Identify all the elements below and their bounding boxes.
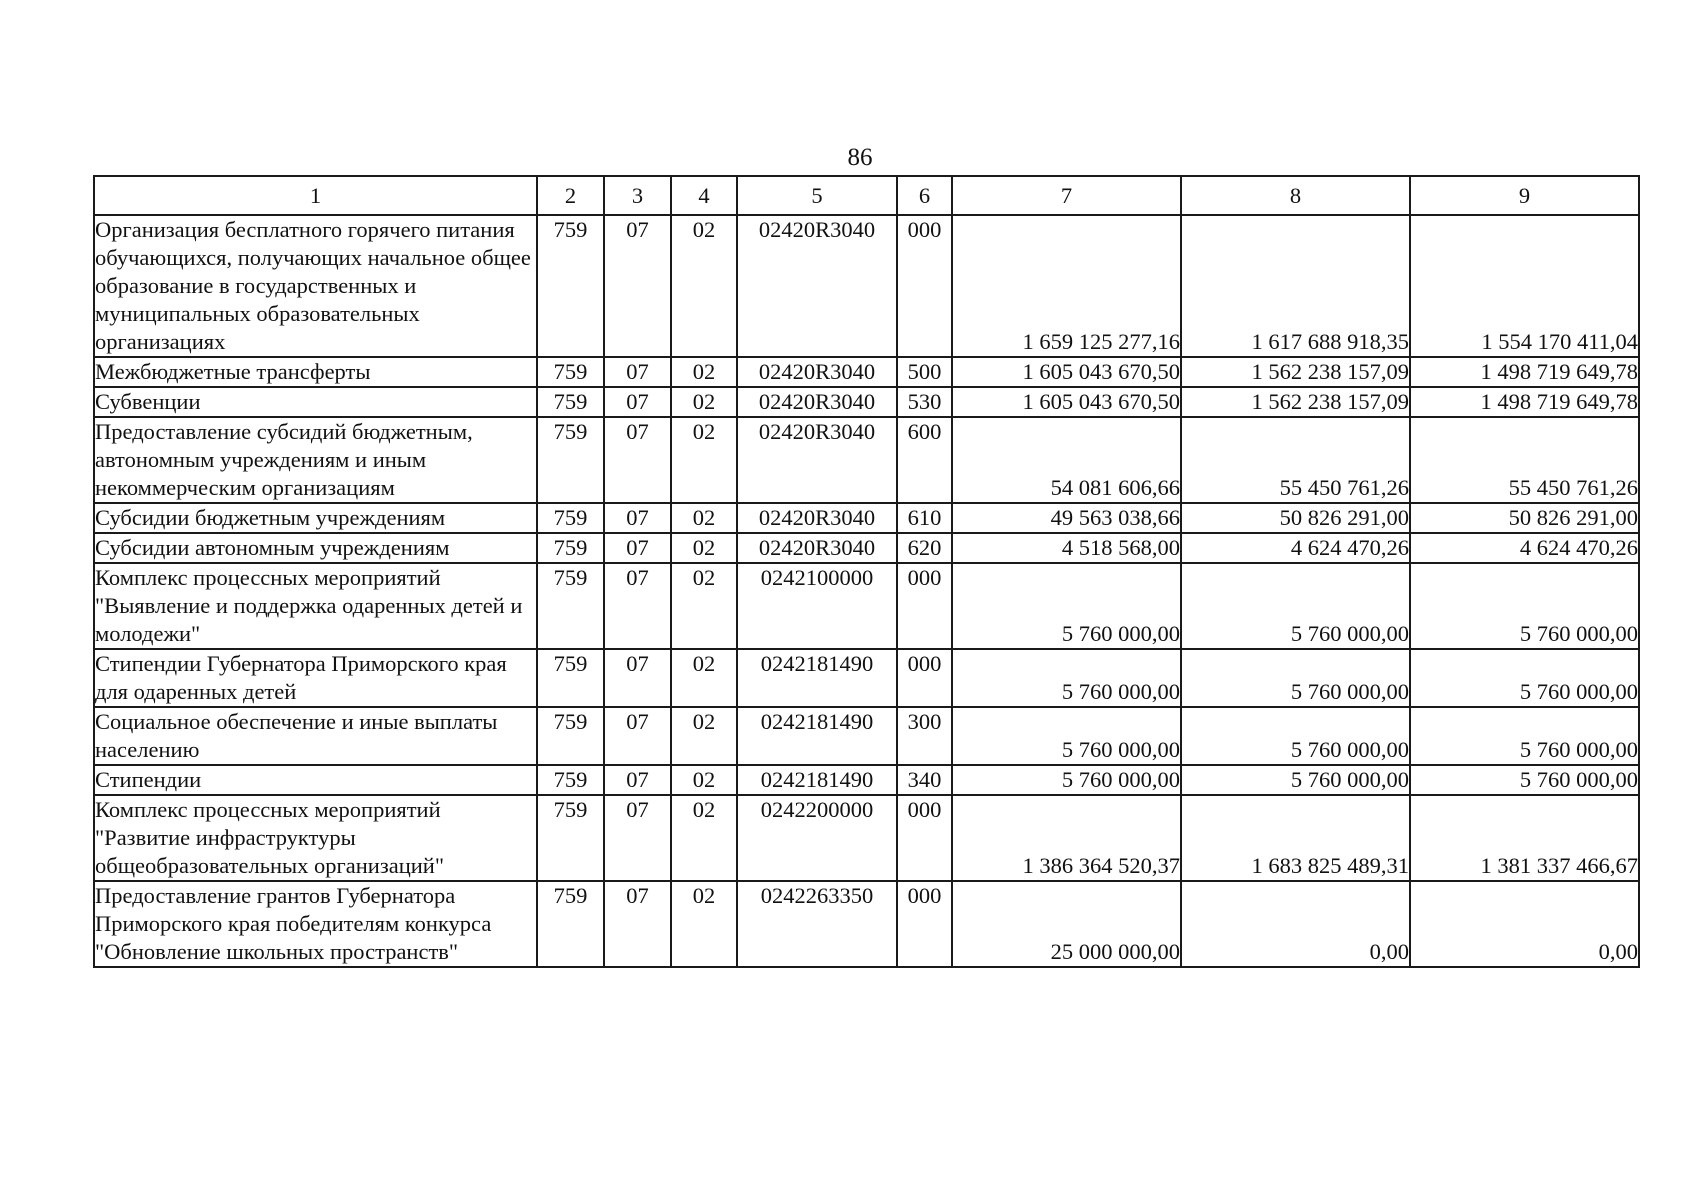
target-article-code: 02420R3040 [737, 417, 897, 503]
item-name: Межбюджетные трансферты [94, 357, 537, 387]
column-header: 8 [1181, 176, 1410, 215]
subsection-code: 02 [671, 357, 737, 387]
expense-type-code: 000 [897, 649, 952, 707]
table-row [94, 765, 1639, 795]
target-article-code: 0242181490 [737, 649, 897, 707]
table-body [94, 215, 1639, 967]
section-code: 07 [604, 649, 671, 707]
section-code: 07 [604, 387, 671, 417]
amount-col-8: 1 562 238 157,09 [1181, 357, 1410, 387]
target-article-code: 0242200000 [737, 795, 897, 881]
target-article-code: 02420R3040 [737, 387, 897, 417]
amount-col-8: 1 617 688 918,35 [1181, 215, 1410, 357]
table-row [94, 795, 1639, 881]
expense-type-code: 530 [897, 387, 952, 417]
header-row [94, 176, 1639, 215]
item-name: Стипендии [94, 765, 537, 795]
amount-col-7: 5 760 000,00 [952, 563, 1181, 649]
admin-code: 759 [537, 357, 604, 387]
target-article-code: 02420R3040 [737, 503, 897, 533]
amount-col-8: 0,00 [1181, 881, 1410, 967]
item-name: Комплекс процессных мероприятий "Выявление и поддержка одаренных детей и молодежи" [94, 563, 537, 649]
table-row [94, 503, 1639, 533]
amount-col-7: 5 760 000,00 [952, 707, 1181, 765]
subsection-code: 02 [671, 765, 737, 795]
amount-col-7: 25 000 000,00 [952, 881, 1181, 967]
subsection-code: 02 [671, 563, 737, 649]
subsection-code: 02 [671, 503, 737, 533]
amount-col-9: 5 760 000,00 [1410, 649, 1639, 707]
target-article-code: 0242263350 [737, 881, 897, 967]
target-article-code: 02420R3040 [737, 215, 897, 357]
column-header: 7 [952, 176, 1181, 215]
amount-col-9: 5 760 000,00 [1410, 563, 1639, 649]
column-header: 6 [897, 176, 952, 215]
admin-code: 759 [537, 707, 604, 765]
admin-code: 759 [537, 795, 604, 881]
amount-col-8: 5 760 000,00 [1181, 765, 1410, 795]
amount-col-9: 1 381 337 466,67 [1410, 795, 1639, 881]
subsection-code: 02 [671, 533, 737, 563]
section-code: 07 [604, 563, 671, 649]
column-header: 2 [537, 176, 604, 215]
target-article-code: 0242181490 [737, 765, 897, 795]
column-header: 4 [671, 176, 737, 215]
admin-code: 759 [537, 765, 604, 795]
amount-col-7: 1 605 043 670,50 [952, 387, 1181, 417]
table-row [94, 387, 1639, 417]
expense-type-code: 340 [897, 765, 952, 795]
section-code: 07 [604, 795, 671, 881]
amount-col-7: 49 563 038,66 [952, 503, 1181, 533]
target-article-code: 0242100000 [737, 563, 897, 649]
item-name: Предоставление грантов Губернатора Приморского края победителям конкурса "Обновление школьных пространств" [94, 881, 537, 967]
amount-col-9: 50 826 291,00 [1410, 503, 1639, 533]
amount-col-7: 5 760 000,00 [952, 649, 1181, 707]
amount-col-9: 5 760 000,00 [1410, 765, 1639, 795]
amount-col-7: 54 081 606,66 [952, 417, 1181, 503]
amount-col-9: 4 624 470,26 [1410, 533, 1639, 563]
table-row [94, 707, 1639, 765]
amount-col-7: 1 386 364 520,37 [952, 795, 1181, 881]
amount-col-9: 5 760 000,00 [1410, 707, 1639, 765]
subsection-code: 02 [671, 417, 737, 503]
subsection-code: 02 [671, 795, 737, 881]
target-article-code: 0242181490 [737, 707, 897, 765]
table-row [94, 357, 1639, 387]
subsection-code: 02 [671, 649, 737, 707]
item-name: Предоставление субсидий бюджетным, автономным учреждениям и иным некоммерческим организациям [94, 417, 537, 503]
expense-type-code: 000 [897, 795, 952, 881]
amount-col-7: 5 760 000,00 [952, 765, 1181, 795]
section-code: 07 [604, 707, 671, 765]
column-header: 9 [1410, 176, 1639, 215]
amount-col-8: 4 624 470,26 [1181, 533, 1410, 563]
amount-col-7: 1 659 125 277,16 [952, 215, 1181, 357]
table-row [94, 215, 1639, 357]
target-article-code: 02420R3040 [737, 533, 897, 563]
table-row [94, 417, 1639, 503]
section-code: 07 [604, 881, 671, 967]
admin-code: 759 [537, 881, 604, 967]
column-header: 5 [737, 176, 897, 215]
amount-col-8: 50 826 291,00 [1181, 503, 1410, 533]
item-name: Организация бесплатного горячего питания обучающихся, получающих начальное общее образование в государственных и муниципальных образовательных организациях [94, 215, 537, 357]
section-code: 07 [604, 533, 671, 563]
table-row [94, 881, 1639, 967]
item-name: Субвенции [94, 387, 537, 417]
amount-col-8: 5 760 000,00 [1181, 563, 1410, 649]
item-name: Социальное обеспечение и иные выплаты населению [94, 707, 537, 765]
admin-code: 759 [537, 417, 604, 503]
amount-col-9: 0,00 [1410, 881, 1639, 967]
item-name: Комплекс процессных мероприятий "Развитие инфраструктуры общеобразовательных организаций" [94, 795, 537, 881]
subsection-code: 02 [671, 707, 737, 765]
section-code: 07 [604, 765, 671, 795]
expense-type-code: 610 [897, 503, 952, 533]
table-row [94, 649, 1639, 707]
budget-table [93, 175, 1640, 968]
section-code: 07 [604, 417, 671, 503]
expense-type-code: 500 [897, 357, 952, 387]
amount-col-8: 1 683 825 489,31 [1181, 795, 1410, 881]
expense-type-code: 600 [897, 417, 952, 503]
column-header: 1 [94, 176, 537, 215]
amount-col-9: 1 498 719 649,78 [1410, 387, 1639, 417]
expense-type-code: 000 [897, 563, 952, 649]
admin-code: 759 [537, 503, 604, 533]
table-header [94, 176, 1639, 215]
page-number: 86 [847, 144, 873, 171]
table-row [94, 563, 1639, 649]
expense-type-code: 300 [897, 707, 952, 765]
subsection-code: 02 [671, 387, 737, 417]
subsection-code: 02 [671, 215, 737, 357]
admin-code: 759 [537, 649, 604, 707]
amount-col-9: 1 498 719 649,78 [1410, 357, 1639, 387]
section-code: 07 [604, 357, 671, 387]
item-name: Субсидии бюджетным учреждениям [94, 503, 537, 533]
amount-col-9: 55 450 761,26 [1410, 417, 1639, 503]
expense-type-code: 620 [897, 533, 952, 563]
target-article-code: 02420R3040 [737, 357, 897, 387]
item-name: Субсидии автономным учреждениям [94, 533, 537, 563]
subsection-code: 02 [671, 881, 737, 967]
amount-col-9: 1 554 170 411,04 [1410, 215, 1639, 357]
amount-col-8: 5 760 000,00 [1181, 649, 1410, 707]
admin-code: 759 [537, 563, 604, 649]
admin-code: 759 [537, 387, 604, 417]
amount-col-7: 4 518 568,00 [952, 533, 1181, 563]
expense-type-code: 000 [897, 881, 952, 967]
column-header: 3 [604, 176, 671, 215]
section-code: 07 [604, 503, 671, 533]
expense-type-code: 000 [897, 215, 952, 357]
amount-col-8: 55 450 761,26 [1181, 417, 1410, 503]
amount-col-8: 5 760 000,00 [1181, 707, 1410, 765]
admin-code: 759 [537, 215, 604, 357]
amount-col-8: 1 562 238 157,09 [1181, 387, 1410, 417]
item-name: Стипендии Губернатора Приморского края для одаренных детей [94, 649, 537, 707]
admin-code: 759 [537, 533, 604, 563]
section-code: 07 [604, 215, 671, 357]
amount-col-7: 1 605 043 670,50 [952, 357, 1181, 387]
table-row [94, 533, 1639, 563]
